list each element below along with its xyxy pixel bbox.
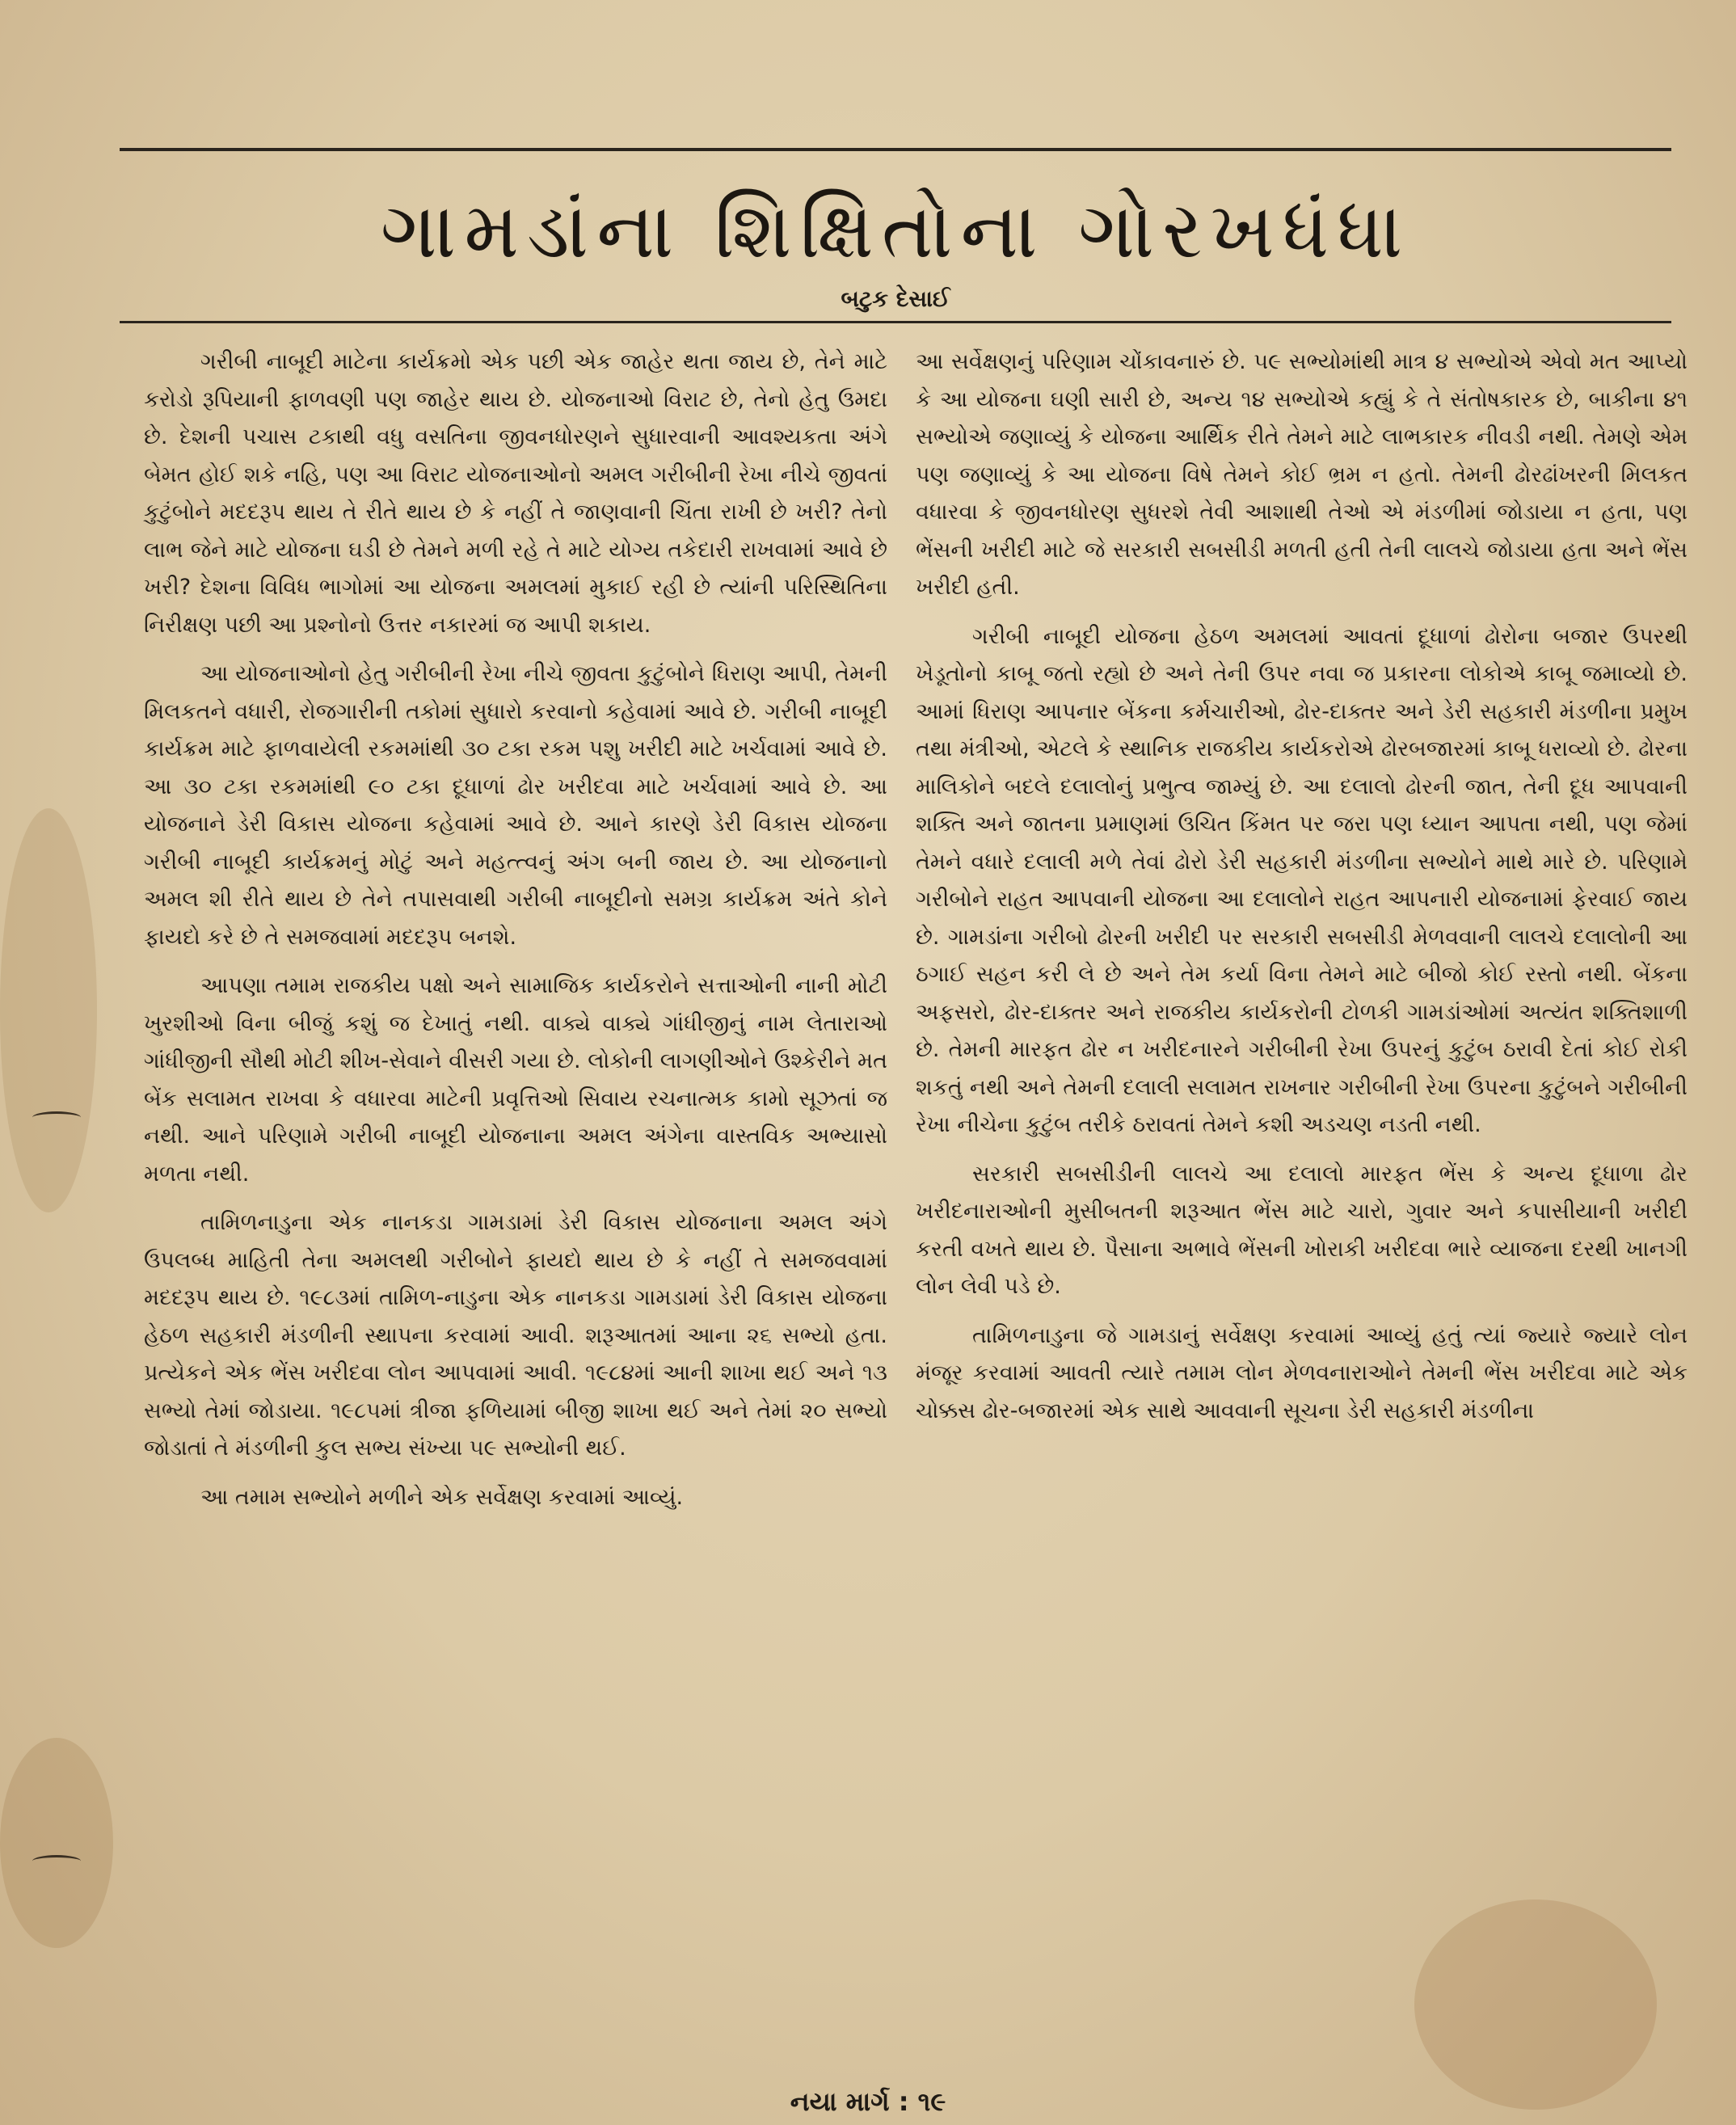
header-top-rule (120, 148, 1671, 151)
paragraph: તામિળનાડુના જે ગામડાનું સર્વેક્ષણ કરવામાં આવ્યું હતું ત્યાં જ્યારે જ્યારે લોન મંજૂર કરવામાં આવતી ત્યારે તમામ લોન મેળવનારાઓને તેમની ભેંસ ખરીદવા માટે એક ચોક્કસ ઢોર-બજારમાં એક સાથે આવવાની સૂચના ડેરી સહકારી મંડળીના (916, 1322, 1688, 1423)
paragraph: આ તમામ સભ્યોને મળીને એક સર્વેક્ષણ કરવામાં આવ્યું. (200, 1484, 684, 1510)
binding-hole-mark (32, 1855, 81, 1867)
paper-stain (0, 808, 97, 1212)
paragraph: ગરીબી નાબૂદી યોજના હેઠળ અમલમાં આવતાં દૂધાળાં ઢોરોના બજાર ઉપરથી ખેડૂતોનો કાબૂ જતો રહ્યો છે અને તેની ઉપર નવા જ પ્રકારના લોકોએ કાબૂ જમાવ્યો છે. આમાં ધિરાણ આપનાર બેંકના કર્મચારીઓ, ઢોર-દાક્તર અને ડેરી સહકારી મંડળીના પ્રમુખ તથા મંત્રીઓ, એટલે કે સ્થાનિક રાજકીય કાર્યકરોએ ઢોરબજારમાં કાબૂ ધરાવ્યો છે. ઢોરના માલિકોને બદલે દલાલોનું પ્રભુત્વ જામ્યું છે. આ દલાલો ઢોરની જાત, તેની દૂધ આપવાની શક્તિ અને જાતના પ્રમાણમાં ઉચિત કિંમત પર જરા પણ ધ્યાન આપતા નથી, પણ જેમાં તેમને વધારે દલાલી મળે તેવાં ઢોરો ડેરી સહકારી મંડળીના સભ્યોને માથે મારે છે. પરિણામે ગરીબોને રાહત આપવાની યોજના આ દલાલોને રાહત આપનારી યોજનામાં ફેરવાઈ જાય છે. ગામડાંના ગરીબો ઢોરની ખરીદી પર સરકારી સબસીડી મેળવવાની લાલચે દલાલોની આ ઠગાઈ સહન કરી લે છે અને તેમ કર્યા વિના તેમને માટે બીજો કોઈ રસ્તો નથી. બેંકના અફસરો, ઢોર-દાક્તર અને રાજકીય કાર્યકરોની ટોળકી ગામડાંઓમાં અત્યંત શક્તિશાળી છે. તેમની મારફત ઢોર ન ખરીદનારને ગરીબીની રેખા ઉપરનું કુટુંબ ઠરાવી દેતાં કોઈ રોકી શકતું નથી અને તેમની દલાલી સલામત રાખનાર ગરીબીની રેખા ઉપરના કુટુંબને ગરીબીની રેખા નીચેના કુટુંબ તરીકે ઠરાવતાં તેમને કશી અડચણ નડતી નથી. (916, 623, 1688, 1137)
paragraph: ગરીબી નાબૂદી માટેના કાર્યક્રમો એક પછી એક જાહેર થતા જાય છે, તેને માટે કરોડો રૂપિયાની ફાળવણી પણ જાહેર થાય છે. યોજનાઓ વિરાટ છે, તેનો હેતુ ઉમદા છે. દેશની પચાસ ટકાથી વધુ વસતિના જીવનધોરણને સુધારવાની આવશ્યકતા અંગે બેમત હોઈ શકે નહિ, પણ આ વિરાટ યોજનાઓનો અમલ ગરીબીની રેખા નીચે જીવતાં કુટુંબોને મદદરૂપ થાય તે રીતે થાય છે કે નહીં તે જાણવાની ચિંતા રાખી છે ખરી? તેનો લાભ જેને માટે યોજના ઘડી છે તેમને મળી રહે તે માટે યોગ્ય તકેદારી રાખવામાં આવે છે ખરી? દેશના વિવિધ ભાગોમાં આ યોજના અમલમાં મુકાઈ રહી છે ત્યાંની પરિસ્થિતિના નિરીક્ષણ પછી આ પ્રશ્નોનો ઉત્તર નકારમાં જ આપી શકાય. (144, 349, 887, 638)
page-footer: નયા માર્ગ : ૧૯ (790, 2086, 946, 2117)
left-column (144, 344, 887, 1528)
paragraph: તામિળનાડુના એક નાનકડા ગામડામાં ડેરી વિકાસ યોજનાના અમલ અંગે ઉપલબ્ધ માહિતી તેના અમલથી ગરીબોને ફાયદો થાય છે કે નહીં તે સમજવવામાં મદદરૂપ થાય છે. ૧૯૮૩માં તામિળ-નાડુના એક નાનકડા ગામડામાં ડેરી વિકાસ યોજના હેઠળ સહકારી મંડળીની સ્થાપના કરવામાં આવી. શરૂઆતમાં આના ૨૬ સભ્યો હતા. પ્રત્યેકને એક ભેંસ ખરીદવા લોન આપવામાં આવી. ૧૯૮૪માં આની શાખા થઈ અને ૧૩ સભ્યો તેમાં જોડાયા. ૧૯૮૫માં ત્રીજા ફળિયામાં બીજી શાખા થઈ અને તેમાં ૨૦ સભ્યો જોડાતાં તે મંડળીની કુલ સભ્ય સંખ્યા ૫૯ સભ્યોની થઈ. (144, 1210, 887, 1461)
article-title: ગામડાંના શિક્ષિતોના ગોરખધંધા (380, 185, 1411, 276)
paragraph: સરકારી સબસીડીની લાલચે આ દલાલો મારફત ભેંસ કે અન્ય દૂધાળા ઢોર ખરીદનારાઓની મુસીબતની શરૂઆત ભેંસ માટે ચારો, ગુવાર અને કપાસીયાની ખરીદી કરતી વખતે થાય છે. પૈસાના અભાવે ભેંસની ખોરાકી ખરીદવા ભારે વ્યાજના દરથી ખાનગી લોન લેવી પડે છે. (916, 1161, 1688, 1299)
paragraph: આપણા તમામ રાજકીય પક્ષો અને સામાજિક કાર્યકરોને સત્તાઓની નાની મોટી ખુરશીઓ વિના બીજું કશું જ દેખાતું નથી. વાક્યે વાક્યે ગાંધીજીનું નામ લેતારાઓ ગાંધીજીની સૌથી મોટી શીખ-સેવાને વીસરી ગયા છે. લોકોની લાગણીઓને ઉશ્કેરીને મત બેંક સલામત રાખવા કે વધારવા માટેની પ્રવૃત્તિઓ સિવાય રચનાત્મક કામો સૂઝતાં જ નથી. આને પરિણામે ગરીબી નાબૂદી યોજનાના અમલ અંગેના વાસ્તવિક અભ્યાસો મળતા નથી. (144, 973, 887, 1187)
binding-hole-mark (32, 1111, 81, 1124)
article-author: બટુક દેસાઈ (841, 285, 950, 312)
paragraph: આ યોજનાઓનો હેતુ ગરીબીની રેખા નીચે જીવતા કુટુંબોને ધિરાણ આપી, તેમની મિલકતને વધારી, રોજગારીની તકોમાં સુધારો કરવાનો કહેવામાં આવે છે. ગરીબી નાબૂદી કાર્યક્રમ માટે ફાળવાયેલી રકમમાંથી ૩૦ ટકા રકમ પશુ ખરીદી માટે ખર્ચવામાં આવે છે. આ ૩૦ ટકા રકમમાંથી ૯૦ ટકા દૂધાળાં ઢોર ખરીદવા માટે ખર્ચવામાં આવે છે. આ યોજનાને ડેરી વિકાસ યોજના કહેવામાં આવે છે. આને કારણે ડેરી વિકાસ યોજના ગરીબી નાબૂદી કાર્યક્રમનું મોટું અને મહત્ત્વનું અંગ બની જાય છે. આ યોજનાનો અમલ શી રીતે થાય છે તેને તપાસવાથી ગરીબી નાબૂદીનો સમગ્ર કાર્યક્રમ અંતે કોને ફાયદો કરે છે તે સમજવામાં મદદરૂપ બનશે. (144, 661, 887, 950)
paper-stain (0, 1738, 113, 1948)
paragraph: આ સર્વેક્ષણનું પરિણામ ચોંકાવનારું છે. ૫૯ સભ્યોમાંથી માત્ર ૪ સભ્યોએ એવો મત આપ્યો કે આ યોજના ઘણી સારી છે, અન્ય ૧૪ સભ્યોએ કહ્યું કે તે સંતોષકારક છે, બાકીના ૪૧ સભ્યોએ જણાવ્યું કે યોજના આર્થિક રીતે તેમને માટે લાભકારક નીવડી નથી. તેમણે એમ પણ જણાવ્યું કે આ યોજના વિષે તેમને કોઈ ભ્રમ ન હતો. તેમની ઢોરઢાંખરની મિલકત વધારવા કે જીવનધોરણ સુધરશે તેવી આશાથી તેઓ એ મંડળીમાં જોડાયા ન હતા, પણ ભેંસની ખરીદી માટે જે સરકારી સબસીડી મળતી હતી તેની લાલચે જોડાયા હતા અને ભેંસ ખરીદી હતી. (916, 349, 1688, 600)
paper-stain (1414, 1899, 1657, 2110)
header-bottom-rule (120, 321, 1671, 323)
right-column (916, 344, 1688, 1441)
